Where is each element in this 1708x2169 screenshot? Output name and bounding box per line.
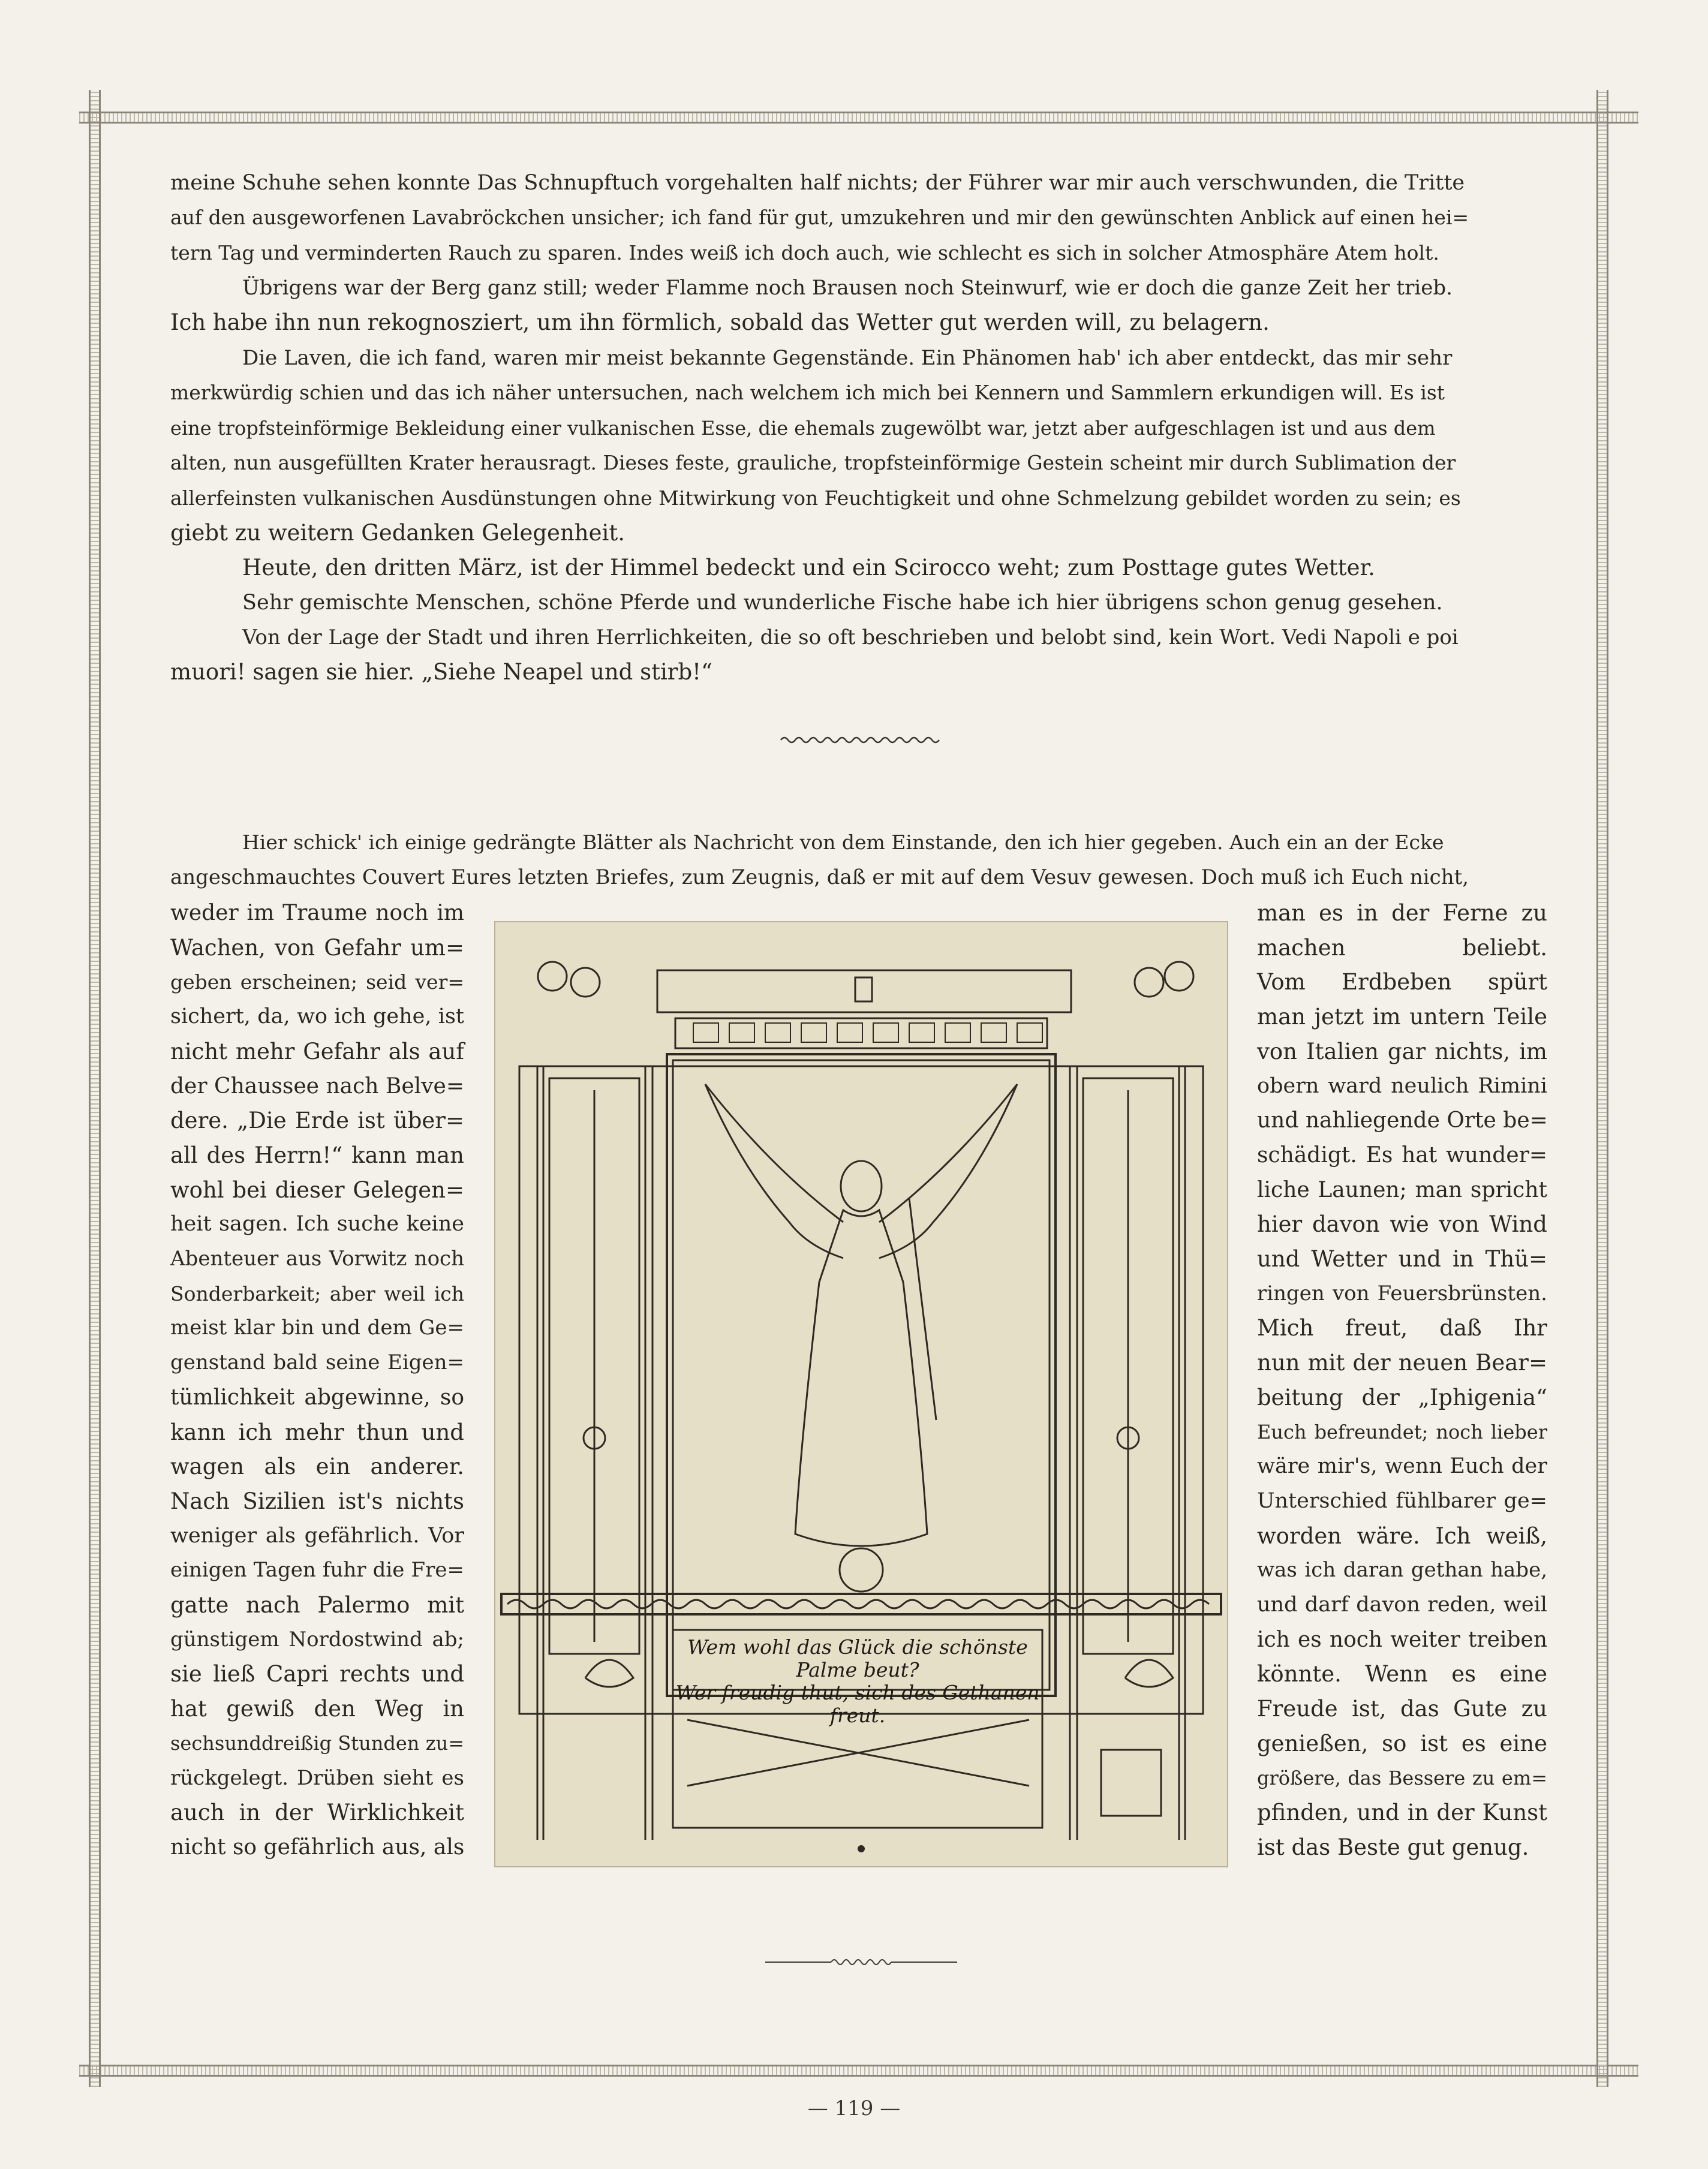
column-line: machen beliebt. <box>1257 934 1547 961</box>
column-line: Sonderbarkeit; aber weil ich <box>170 1281 464 1305</box>
column-line: wohl bei dieser Gelegen= <box>170 1177 464 1203</box>
column-line: wäre mir's, wenn Euch der <box>1257 1454 1547 1479</box>
left-border-rule <box>89 90 101 2087</box>
column-line: nun mit der neuen Bear= <box>1257 1350 1547 1376</box>
column-line: ich es noch weiter treiben <box>1257 1627 1547 1652</box>
letter-intro: Hier schick' ich einige gedrängte Blätter als Nachricht von dem Einstande, den ich hier gegeben. Auch ein an der Ecke angeschmauchtes Couvert Eures letzten Briefes, zum Zeugnis, daß er mit auf dem Vesuv gewesen. Doch muß ich Euch nicht, <box>170 831 1469 890</box>
column-line: kann ich mehr thun und <box>170 1419 464 1445</box>
column-line: Freude ist, das Gute zu <box>1257 1696 1547 1722</box>
column-line: meist klar bin und dem Ge= <box>170 1316 464 1340</box>
column-line: und nahliegende Orte be= <box>1257 1108 1548 1133</box>
column-line: sechsunddreißig Stunden zu= <box>170 1731 464 1755</box>
column-line: auch in der Wirklichkeit <box>170 1800 464 1826</box>
illustration <box>494 921 1228 1867</box>
column-line: pfinden, und in der Kunst <box>1257 1800 1547 1826</box>
column-line: rückgelegt. Drüben sieht es <box>170 1765 464 1790</box>
right-border-rule <box>1596 90 1608 2087</box>
column-line: man jetzt im untern Teile <box>1257 1004 1547 1030</box>
illustration-cartouche-text: Wem wohl das Glück die schönste Palme beut? Wer freudig thut, sich des Gethanen freut. <box>675 1635 1040 1727</box>
column-line: weniger als gefährlich. Vor <box>170 1523 464 1548</box>
column-line: weder im Traume noch im <box>170 901 464 925</box>
column-line: all des Herrn!“ kann man <box>170 1142 464 1168</box>
end-ornament <box>765 1955 957 1969</box>
column-line: genießen, so ist es eine <box>1257 1730 1547 1756</box>
page-number: — 119 — <box>807 2096 901 2120</box>
column-line: liche Launen; man spricht <box>1257 1177 1547 1202</box>
column-line: Abenteuer aus Vorwitz noch <box>170 1247 464 1271</box>
paragraph-3: Die Laven, die ich fand, waren mir meist bekannte Gegenstände. Ein Phänomen hab' ich aber entdeckt, das mir sehr merkwürdig schien und das ich näher untersuchen, nach welchem ich mich bei Kennern und Sammlern erkundigen will. Es ist eine tropfsteinförmige Bekleidung einer vulkanischen Esse, die ehemals zugewölbt war, jetzt aber aufgeschlagen ist und aus dem alten, nun ausgefüllten Krater herausragt. Dieses feste, grauliche, tropfsteinförmige Gestein scheint mir durch Sublimation der allerfeinsten vulkanischen Ausdünstungen ohne Mitwirkung von Feuchtigkeit und ohne Schmelzung gebildet worden zu sein; es giebt zu weitern Gedanken Gelegenheit. <box>170 346 1461 546</box>
column-line: und Wetter und in Thü= <box>1257 1246 1547 1272</box>
column-line: sichert, da, wo ich gehe, ist <box>170 1004 464 1029</box>
column-line: hat gewiß den Weg in <box>170 1696 464 1722</box>
column-line: beitung der „Iphigenia“ <box>1257 1384 1547 1410</box>
bottom-border-rule <box>79 2065 1638 2077</box>
paragraph-1: meine Schuhe sehen konnte Das Schnupftuch vorgehalten half nichts; der Führer war mir auch verschwunden, die Tritte auf den ausgeworfenen Lavabröckchen unsicher; ich fand für gut, umzukehren und mir den gewünschten Anblick auf einen hei= tern Tag und verminderten Rauch zu sparen. Indes weiß ich doch auch, wie schlecht es sich in solcher Atmosphäre Atem holt. <box>170 171 1469 264</box>
right-text-column <box>1257 896 1547 1865</box>
column-line: Vom Erdbeben spürt <box>1257 969 1547 995</box>
column-line: nicht mehr Gefahr als auf <box>170 1038 464 1064</box>
left-text-column <box>170 896 464 1865</box>
paragraph-5: Sehr gemischte Menschen, schöne Pferde und wunderliche Fische habe ich hier übrigens schon genug gesehen. <box>242 591 1443 615</box>
top-border-rule <box>79 112 1638 124</box>
column-line: gatte nach Palermo mit <box>170 1592 464 1619</box>
column-line: sie ließ Capri rechts und <box>170 1661 464 1687</box>
paragraph-4: Heute, den dritten März, ist der Himmel bedeckt und ein Scirocco weht; zum Posttage gutes Wetter. <box>242 555 1375 580</box>
column-line: einigen Tagen fuhr die Fre= <box>170 1558 464 1583</box>
column-line: genstand bald seine Eigen= <box>170 1350 464 1375</box>
column-line: günstigem Nordostwind ab; <box>170 1627 464 1651</box>
column-line: nicht so gefährlich aus, als <box>170 1834 465 1860</box>
column-line: Euch befreundet; noch lieber <box>1257 1420 1547 1443</box>
column-line: worden wäre. Ich weiß, <box>1257 1523 1547 1549</box>
paragraph-2: Übrigens war der Berg ganz still; weder Flamme noch Brausen noch Steinwurf, wie er doch die ganze Zeit her trieb. Ich habe ihn nun rekognosziert, um ihn förmlich, sobald das Wetter gut werden will, zu belagern. <box>170 276 1453 336</box>
column-line: Mich freut, daß Ihr <box>1257 1315 1547 1341</box>
column-line: ringen von Feuersbrünsten. <box>1257 1281 1547 1305</box>
column-line: tümlichkeit abgewinne, so <box>170 1385 464 1410</box>
column-line: geben erscheinen; seid ver= <box>170 970 464 994</box>
column-line: Nach Sizilien ist's nichts <box>170 1488 464 1514</box>
column-line: ist das Beste gut genug. <box>1257 1834 1529 1860</box>
column-line: hier davon wie von Wind <box>1257 1211 1547 1238</box>
column-line: könnte. Wenn es eine <box>1257 1661 1547 1687</box>
column-line: wagen als ein anderer. <box>170 1454 464 1480</box>
column-line: Unterschied fühlbarer ge= <box>1257 1488 1547 1513</box>
section-divider-wave <box>780 733 942 747</box>
column-line: Wachen, von Gefahr um= <box>170 934 464 961</box>
column-line: und darf davon reden, weil <box>1257 1593 1547 1617</box>
column-line: dere. „Die Erde ist über= <box>170 1108 464 1134</box>
column-line: von Italien gar nichts, im <box>1257 1038 1547 1064</box>
column-line: obern ward neulich Rimini <box>1257 1073 1547 1098</box>
column-line: man es in der Ferne zu <box>1257 900 1547 926</box>
column-line: der Chaussee nach Belve= <box>170 1073 464 1099</box>
column-line: was ich daran gethan habe, <box>1257 1558 1547 1583</box>
column-line: größere, das Bessere zu em= <box>1257 1766 1547 1789</box>
column-line: heit sagen. Ich suche keine <box>170 1212 464 1237</box>
paragraph-6: Von der Lage der Stadt und ihren Herrlichkeiten, die so oft beschrieben und belobt sind, kein Wort. Vedi Napoli e poi muori! sagen sie hier. „Siehe Neapel und stirb!“ <box>170 625 1459 685</box>
column-line: schädigt. Es hat wunder= <box>1257 1142 1547 1168</box>
